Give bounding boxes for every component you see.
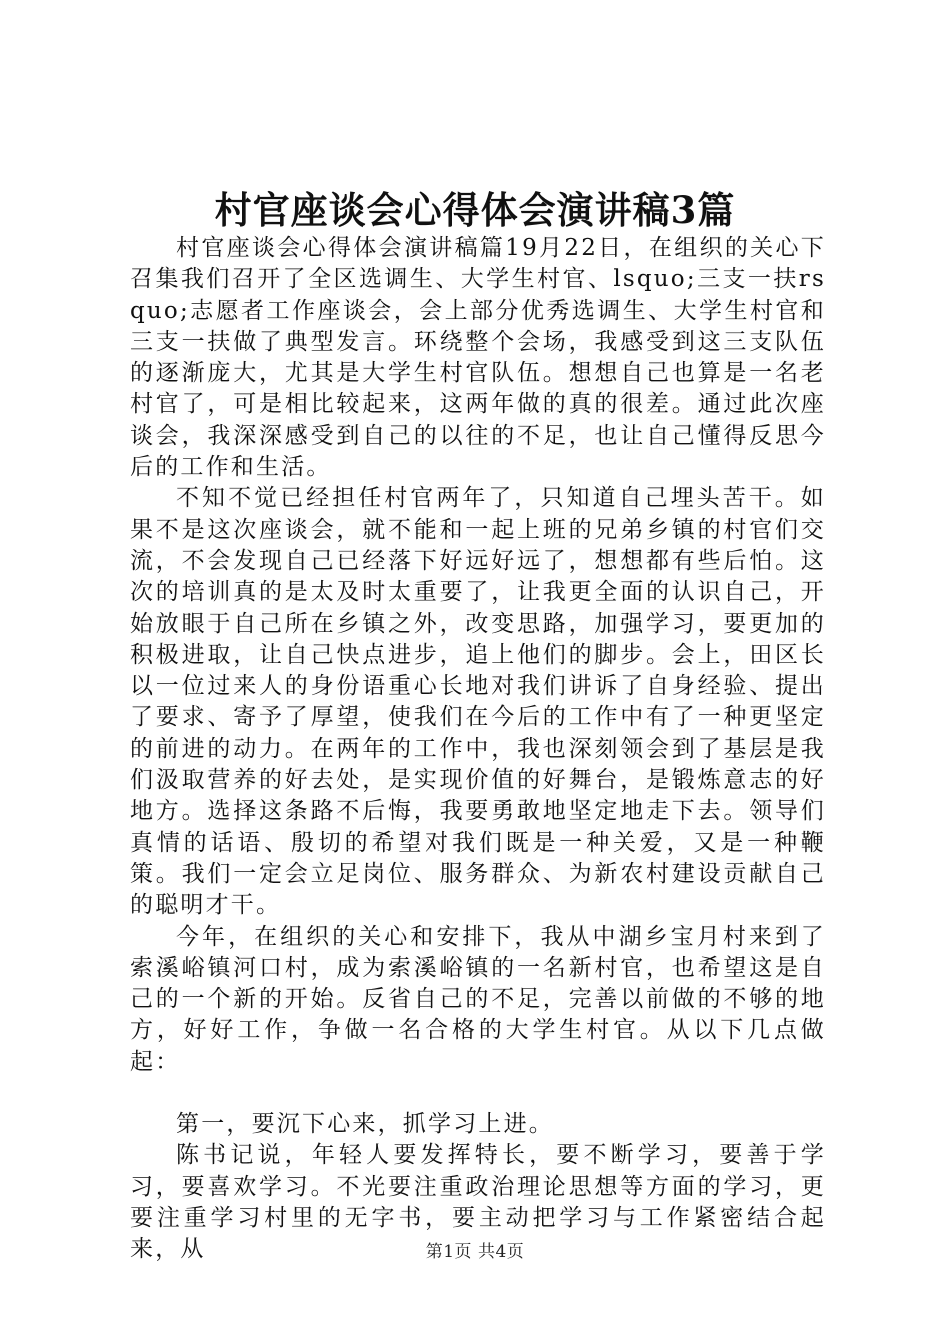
paragraph-spacer bbox=[130, 1078, 826, 1109]
paragraph-new-start: 今年，在组织的关心和安排下，我从中湖乡宝月村来到了索溪峪镇河口村，成为索溪峪镇的一名新村官，也希望这是自己的一个新的开始。反省自己的不足，完善以前做的不够的地方，好好工作，争做一名合格的大学生村官。从以下几点做起： bbox=[130, 923, 826, 1075]
document-title: 村官座谈会心得体会演讲稿3篇 bbox=[214, 188, 736, 232]
paragraph-reflection: 不知不觉已经担任村官两年了，只知道自己埋头苦干。如果不是这次座谈会，就不能和一起上班的兄弟乡镇的村官们交流，不会发现自己已经落下好远好远了，想想都有些后怕。这次的培训真的是太及时太重要了，让我更全面的认识自己，开始放眼于自己所在乡镇之外，改变思路，加强学习，要更加的积极进取，让自己快点进步，追上他们的脚步。会上，田区长以一位过来人的身份语重心长地对我们讲诉了自身经验、提出了要求、寄予了厚望，使我们在今后的工作中有了一种更坚定的前进的动力。在两年的工作中，我也深刻领会到了基层是我们汲取营养的好去处，是实现价值的好舞台，是锻炼意志的好地方。选择这条路不后悔，我要勇敢地坚定地走下去。领导们真情的话语、殷切的希望对我们既是一种关爱，又是一种鞭策。我们一定会立足岗位、服务群众、为新农村建设贡献自己的聪明才干。 bbox=[130, 485, 826, 919]
paragraph-intro: 村官座谈会心得体会演讲稿篇19月22日，在组织的关心下召集我们召开了全区选调生、大学生村官、lsquo;三支一扶rsquo;志愿者工作座谈会，会上部分优秀选调生、大学生村官和三支一扶做了典型发言。环绕整个会场，我感受到这三支队伍的逐渐庞大，尤其是大学生村官队伍。想想自己也算是一名老村官了，可是相比较起来，这两年做的真的很差。通过此次座谈会，我深深感受到自己的以往的不足，也让自己懂得反思今后的工作和生活。 bbox=[130, 235, 826, 481]
document-body bbox=[130, 233, 826, 1266]
paragraph-point-one-heading: 第一，要沉下心来，抓学习上进。 bbox=[176, 1111, 554, 1138]
page-number-footer: 第1页 共4页 bbox=[425, 1242, 525, 1262]
paragraph-point-one-body: 陈书记说，年轻人要发挥特长，要不断学习，要善于学习，要喜欢学习。不光要注重政治理论思想等方面的学习，更要注重学习村里的无字书，要主动把学习与工作紧密结合起来，从 bbox=[130, 1142, 826, 1263]
